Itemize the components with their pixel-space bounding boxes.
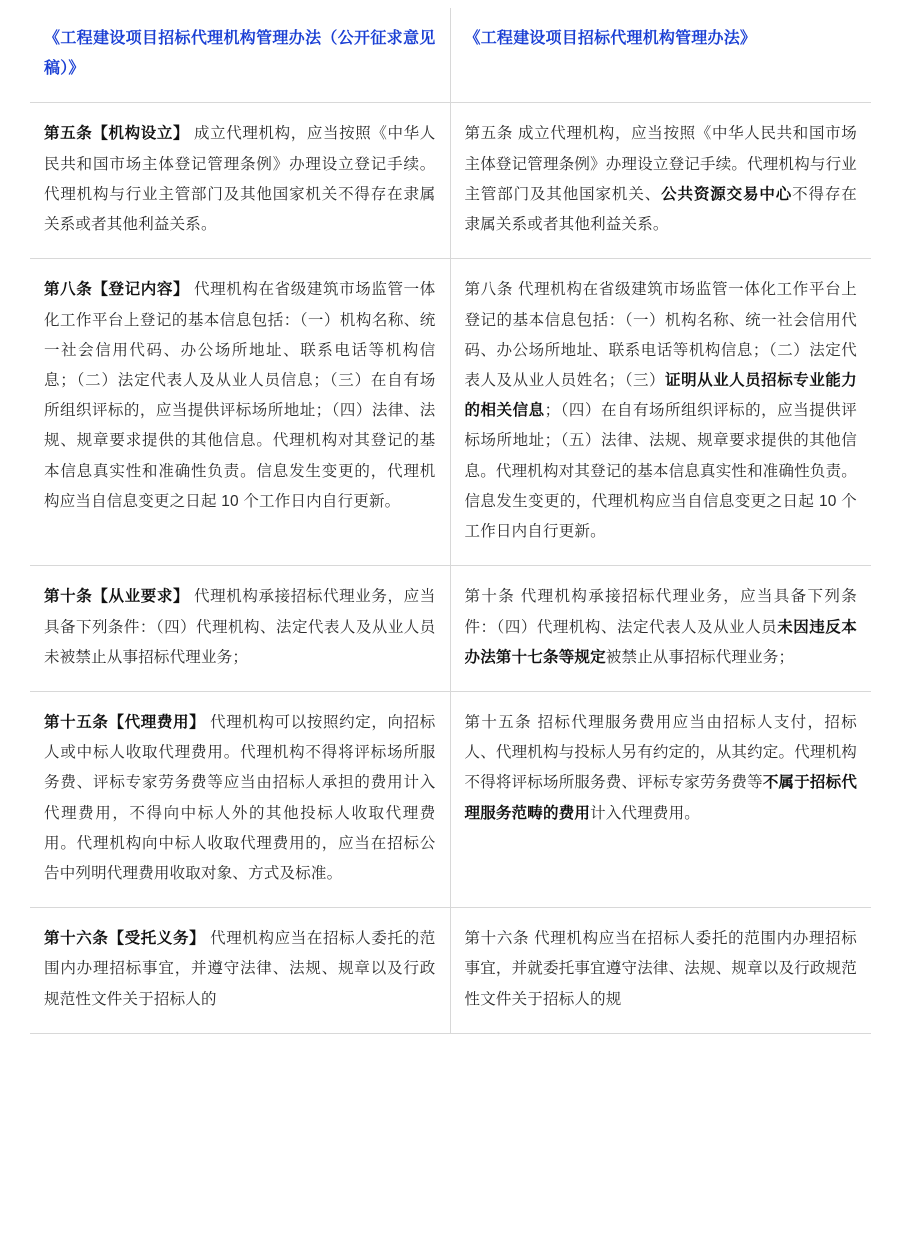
article-label: 第八条 [464,281,513,299]
article-label: 第十五条 [464,713,532,731]
clause-text: 代理机构在省级建筑市场监管一体化工作平台上登记的基本信息包括：（一）机构名称、统一社会信用代码、办公场所地址、联系电话等机构信息；（二）法定代表人及从业人员姓名；（三） [464,281,857,389]
final-clause-cell [450,908,871,1034]
clause-text: 招标代理服务费用应当由招标人支付，招标人、代理机构与投标人另有约定的，从其约定。代理机构不得将评标场所服务费、评标专家劳务费等 [464,713,858,792]
draft-clause-cell [30,103,450,259]
article-label: 第十六条【受托义务】 [44,930,206,948]
clause-text: 代理机构在省级建筑市场监管一体化工作平台上登记的基本信息包括：（一）机构名称、统一社会信用代码、办公场所地址、联系电话等机构信息；（二）法定代表人及从业人员信息；（三）在自有场所组织评标的，应当提供评标场所地址；（四）法律、法规、规章要求提供的其他信息。代理机构对其登记的基本信息真实性和准确性负责。信息发生变更的，代理机构应当自信息变更之日起 10 个工作日内自行更新。 [44,281,436,510]
table-body [30,8,871,1033]
final-clause-cell [450,259,871,566]
header-title-draft: 《工程建设项目招标代理机构管理办法（公开征求意见稿）》 [44,30,436,78]
header-title-final: 《工程建设项目招标代理机构管理办法》 [464,30,757,47]
table-row [30,908,871,1034]
clause-text: 成立代理机构，应当按照《中华人民共和国市场主体登记管理条例》办理设立登记手续。代理机构与行业主管部门及其他国家机关不得存在隶属关系或者其他利益关系。 [44,125,436,234]
table-row [30,691,871,907]
article-label: 第十六条 [464,930,530,948]
final-clause-cell [450,103,871,259]
draft-clause-cell [30,259,450,566]
header-cell-final [450,8,871,103]
emphasized-text: 未因违反本办法第十七条等规定 [464,618,857,666]
clause-text: 代理机构可以按照约定，向招标人或中标人收取代理费用。代理机构不得将评标场所服务费、评标专家劳务费等应当由招标人承担的费用计入代理费用，不得向中标人外的其他投标人收取代理费用。代理机构向中标人收取代理费用的，应当在招标公告中列明代理费用收取对象、方式及标准。 [44,713,436,883]
final-clause-cell [450,691,871,907]
table-row [30,259,871,566]
article-label: 第十五条【代理费用】 [44,713,206,731]
clause-text: 代理机构应当在招标人委托的范围内办理招标事宜，并就委托事宜遵守法律、法规、规章以及行政规范性文件关于招标人的规 [464,930,858,1008]
emphasized-text: 不属于招标代理服务范畴的费用 [464,774,858,822]
clause-text: 成立代理机构，应当按照《中华人民共和国市场主体登记管理条例》办理设立登记手续。代理机构与行业主管部门及其他国家机关、 [464,125,858,203]
draft-clause-cell [30,566,450,692]
header-cell-draft [30,8,450,103]
clause-text: ；（四）在自有场所组织评标的，应当提供评标场所地址；（五）法律、法规、规章要求提供的其他信息。代理机构对其登记的基本信息真实性和准确性负责。信息发生变更的，代理机构应当自信息变更之日起 10 个工作日内自行更新。 [464,402,858,541]
clause-text: 代理机构承接招标代理业务，应当具备下列条件：（四）代理机构、法定代表人及从业人员未被禁止从事招标代理业务； [44,588,436,666]
draft-clause-cell [30,691,450,907]
clause-text: 计入代理费用。 [590,804,701,822]
table-row [30,566,871,692]
comparison-table [30,8,871,1034]
article-label: 第五条【机构设立】 [44,125,190,143]
clause-text: 被禁止从事招标代理业务； [605,648,795,666]
draft-clause-cell [30,908,450,1034]
final-clause-cell [450,566,871,692]
table-row [30,103,871,259]
clause-text: 不得存在隶属关系或者其他利益关系。 [464,185,857,234]
clause-text: 代理机构应当在招标人委托的范围内办理招标事宜，并遵守法律、法规、规章以及行政规范性文件关于招标人的 [44,930,436,1008]
article-label: 第五条 [464,125,513,143]
article-label: 第八条【登记内容】 [44,281,190,299]
table-header-row [30,8,871,103]
article-label: 第十条 [464,588,516,606]
emphasized-text: 公共资源交易中心 [661,185,793,203]
emphasized-text: 证明从业人员招标专业能力的相关信息 [464,371,857,420]
clause-text: 代理机构承接招标代理业务，应当具备下列条件：（四）代理机构、法定代表人及从业人员 [464,588,857,636]
article-label: 第十条【从业要求】 [44,588,190,606]
